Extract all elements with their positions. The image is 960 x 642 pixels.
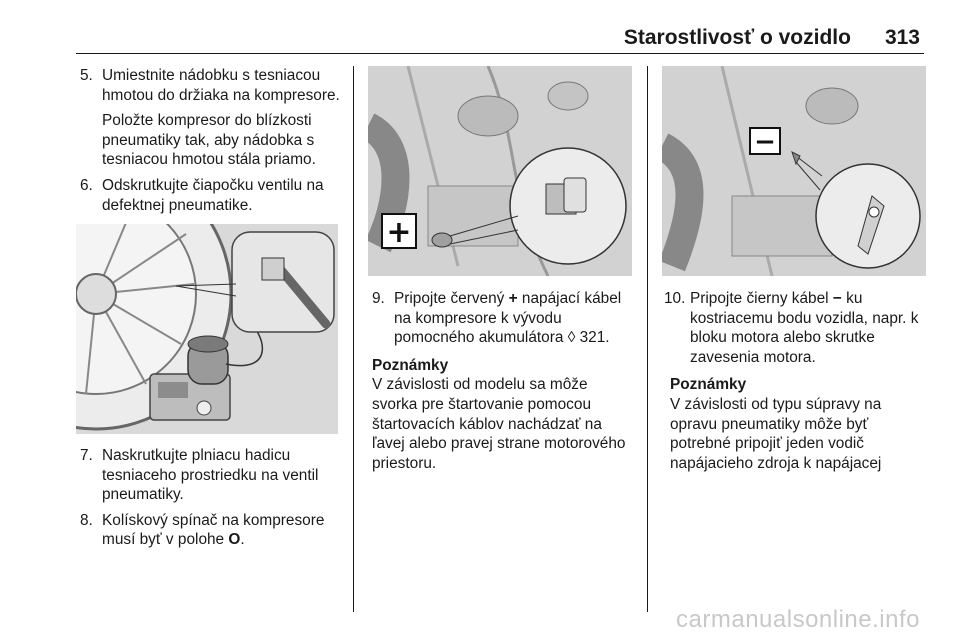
column-divider-2 [647, 66, 648, 612]
note-text-2: V závislosti od typu súpravy na opravu pneumatiky môže byť potrebné pripojiť jeden vodič napájacieho zdroja k napájacej [670, 395, 882, 472]
step-9: 9. Pripojte červený + napájací kábel na kompresore k vývodu pomocného akumulátora ◊ 321. [372, 290, 622, 347]
plus-symbol: + [508, 290, 518, 307]
ground-point-illustration [662, 66, 926, 276]
step-5-number: 5. [80, 67, 93, 84]
note-title: Poznámky [372, 356, 449, 374]
page-number: 313 [884, 26, 920, 49]
step-7-number: 7. [80, 447, 93, 464]
step-10-text: Pripojte čierny kábel [690, 290, 833, 307]
step-5-text: Umiestnite nádobku s tesniacou hmotou do držiaka na kompresore. [102, 67, 340, 104]
watermark: carmanualsonline.info [676, 606, 920, 633]
step-6-text: Odskrutkujte čiapočku ventilu na defektnej pneumatike. [102, 176, 324, 214]
note-text: V závislosti od modelu sa môže svorka pre štartovanie pomocou štartovacích káblov nachádzať na ľavej alebo pravej strane motorového priestoru. [372, 376, 626, 472]
step-5-subtext: Položte kompresor do blízkosti pneumatiky tak, aby nádobka s tesniacou hmotou stála priamo. [102, 112, 316, 169]
minus-symbol: − [832, 290, 842, 307]
plus-label: + [386, 215, 412, 250]
note-title-2: Poznámky [670, 376, 747, 394]
positive-terminal-illustration [368, 66, 632, 276]
note-block-2 [664, 375, 928, 473]
reference-icon: ◊ [567, 329, 576, 347]
step-8-number: 8. [80, 511, 93, 529]
step-8: 8. Kolískový spínač na kompresore musí byť v polohe O. [80, 511, 325, 549]
compressor-illustration [76, 224, 338, 434]
step-5 [80, 66, 344, 170]
step-8-text: Kolískový spínač na kompresore musí byť v polohe [102, 511, 325, 549]
step-9-text: Pripojte červený [394, 290, 509, 307]
column-3 [664, 289, 928, 473]
header-rule [76, 53, 924, 54]
page-header [624, 26, 920, 50]
step-6-number: 6. [80, 176, 93, 194]
column-2 [372, 289, 636, 473]
column-divider-1 [353, 66, 354, 612]
step-6 [80, 176, 344, 215]
minus-label: − [754, 127, 776, 157]
column-1-top [80, 66, 344, 215]
step-7 [80, 446, 344, 505]
note-block-1 [372, 356, 636, 474]
step-10: 10. Pripojte čierny kábel − ku kostriacemu bodu vozidla, napr. k bloku motora alebo skrutke zavesenia motora. [664, 290, 919, 366]
step-10-number: 10. [664, 290, 686, 307]
column-1-bottom [80, 446, 344, 550]
step-7-text: Naskrutkujte plniacu hadicu tesniaceho prostriedku na ventil pneumatiky. [102, 447, 319, 504]
step-9-number: 9. [372, 290, 385, 307]
page-title: Starostlivosť o vozidlo [623, 26, 851, 49]
reference-page: 321 [579, 329, 606, 347]
switch-position-value: O [228, 531, 241, 549]
